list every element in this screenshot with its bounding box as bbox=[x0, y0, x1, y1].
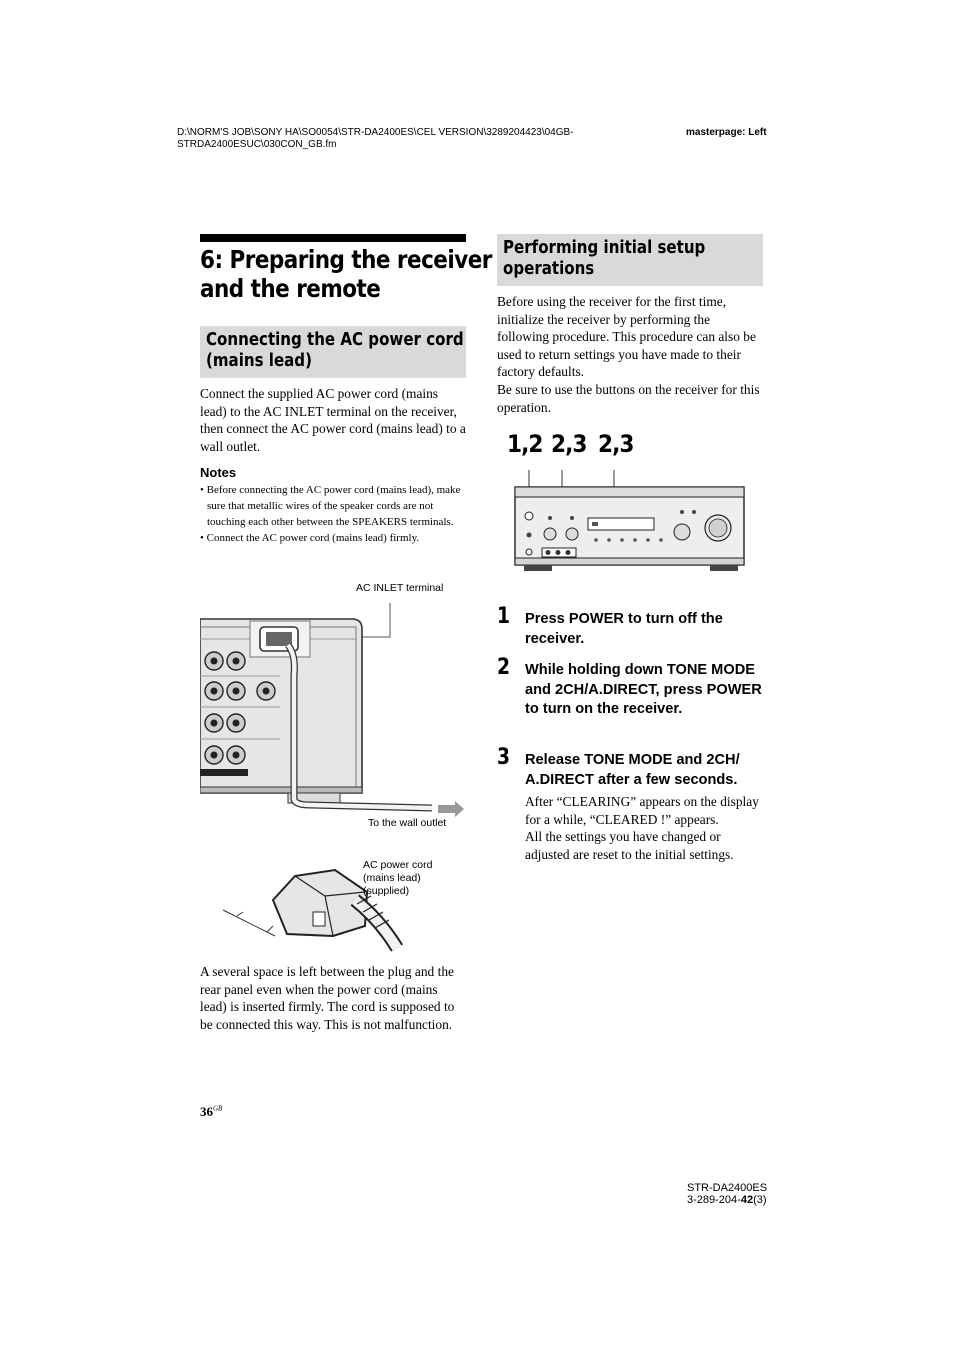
ac-power-paragraph: Connect the supplied AC power cord (mains lead) to the AC INLET terminal on the receiver, then connect the AC power cord (mains lead) to a wall outlet. bbox=[200, 386, 466, 454]
cord-label-line1: AC power cord bbox=[363, 859, 433, 871]
section-heading-line1: Performing initial setup bbox=[503, 238, 706, 258]
step-3-detail-reset: All the settings you have changed or adjusted are reset to the initial settings. bbox=[525, 829, 734, 862]
notes-list bbox=[200, 482, 466, 546]
ac-inlet-label: AC INLET terminal bbox=[356, 582, 444, 594]
chapter-title-line2: and the remote bbox=[200, 274, 381, 303]
cord-label-line2: (mains lead) bbox=[363, 872, 421, 884]
step-1-text: Press POWER to turn off the receiver. bbox=[525, 611, 723, 647]
step-number: 1 bbox=[497, 604, 511, 629]
cord-label-line3: (supplied) bbox=[363, 885, 410, 897]
masterpage-label: masterpage: Left bbox=[686, 127, 767, 138]
footer-model-code bbox=[687, 1182, 767, 1206]
file-path-header: D:\NORM'S JOB\SONY HA\SO0054\STR-DA2400ES\CEL VERSION\3289204423\04GB-STRDA2400ESUC\030CON_GB.fm bbox=[177, 127, 574, 150]
initial-setup-paragraph bbox=[497, 293, 763, 416]
figure-step-label: 2,3 bbox=[598, 430, 634, 458]
receiver-front-panel-illustration bbox=[512, 460, 748, 578]
notes-heading: Notes bbox=[200, 465, 237, 480]
setup-buttons-note: Be sure to use the buttons on the receiver for this operation. bbox=[497, 381, 760, 415]
page-number bbox=[200, 1104, 222, 1120]
wall-outlet-label: To the wall outlet bbox=[368, 817, 447, 829]
section-heading-line2: operations bbox=[503, 259, 595, 279]
step-3-text: Release TONE MODE and 2CH/ A.DIRECT after a few seconds. bbox=[525, 752, 740, 788]
rear-panel-illustration bbox=[200, 575, 470, 845]
spacing-note-paragraph: A several space is left between the plug and the rear panel even when the power cord (mains lead) is inserted firmly. The cord is supposed to be connected this way. This is not malfunction. bbox=[200, 964, 455, 1032]
setup-intro: Before using the receiver for the first time, initialize the receiver by performing the following procedure. This procedure can also be used to return settings you have made to their factory defaults. bbox=[497, 294, 756, 380]
step-3-detail bbox=[525, 793, 765, 863]
chapter-title-line1: 6: Preparing the receiver bbox=[200, 245, 492, 274]
step-number: 3 bbox=[497, 745, 511, 770]
step-number: 2 bbox=[497, 655, 511, 680]
step-3-detail-clearing: After “CLEARING” appears on the display for a while, “CLEARED !” appears. bbox=[525, 794, 759, 827]
section-heading-line2: (mains lead) bbox=[206, 351, 312, 371]
section-heading-line1: Connecting the AC power cord bbox=[206, 330, 464, 350]
chapter-rule bbox=[200, 234, 466, 242]
figure-step-label: 1,2 bbox=[507, 430, 543, 458]
cord-label bbox=[363, 859, 432, 898]
page-number-suffix: GB bbox=[213, 1104, 223, 1113]
note-item: • Before connecting the AC power cord (mains lead), make sure that metallic wires of the speaker cords are not touching each other between the SPEAKERS terminals. bbox=[200, 482, 466, 530]
model-name: STR-DA2400ES bbox=[687, 1182, 768, 1194]
figure-step-label: 2,3 bbox=[551, 430, 587, 458]
part-number: 3-289-204-42(3) bbox=[687, 1194, 767, 1206]
section-heading-initial-setup bbox=[497, 234, 763, 286]
step-2-text: While holding down TONE MODE and 2CH/A.DIRECT, press POWER to turn on the receiver. bbox=[525, 662, 762, 717]
section-heading-ac-power bbox=[200, 326, 466, 378]
page-number-value: 36 bbox=[200, 1104, 213, 1119]
note-item: • Connect the AC power cord (mains lead) firmly. bbox=[200, 530, 466, 546]
chapter-title bbox=[200, 245, 492, 303]
